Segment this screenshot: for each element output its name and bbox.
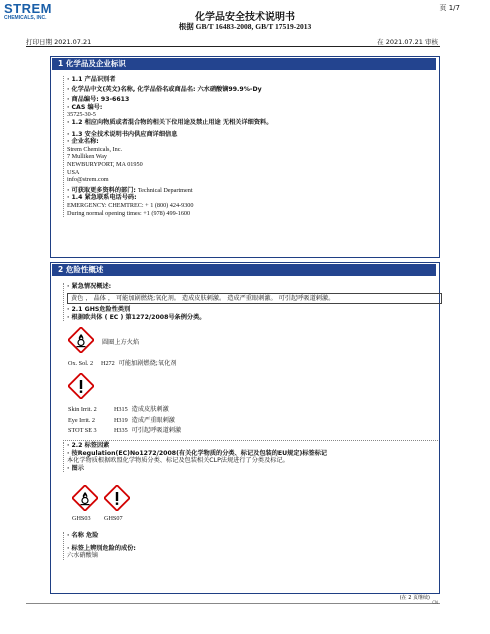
product-name-row [67, 86, 442, 94]
product-code: · 商品编号: 93-6613 [67, 96, 130, 104]
hazard-class: STOT SE 3 [68, 427, 97, 434]
hazard-code: H315 [113, 406, 128, 413]
department-label: · 可获取更多资料的部门: [67, 186, 136, 194]
product-name-label: · 化学品中文(英文)名称, 化学品俗名或商品名: [67, 85, 196, 93]
continued-note: (在 2 页继续) [399, 595, 430, 601]
section-2-top [63, 283, 442, 321]
signal-and-components [63, 532, 442, 560]
hazard-class-row [68, 416, 181, 427]
hazard-statement: 可能加剧燃烧;氧化剂 [118, 360, 177, 367]
header-divider [26, 46, 440, 47]
hazard-components-label: · 标签上辨别危险的成份: [67, 544, 136, 552]
pictogram-label: · 图示 [67, 464, 84, 472]
company-email: info@strem.com [67, 176, 109, 184]
company-line: Strem Chemicals, Inc. [67, 145, 122, 153]
logo-subtext: CHEMICALS, INC. [4, 15, 47, 21]
company-line: NEWBURYPORT, MA 01950 [67, 160, 143, 168]
relevant-uses: · 1.2 相应向物质或者混合物的相关下位用途及禁止用途 无相关详细资料。 [67, 118, 273, 126]
irritant-classes [68, 405, 181, 437]
section-1-title: 1 化学品及企业标识 [52, 58, 436, 70]
flame-over-circle-icon [68, 327, 94, 353]
company-line: USA [67, 168, 80, 176]
section-2-title: 2 危险性概述 [52, 264, 436, 276]
hazard-class-row [68, 405, 181, 416]
ghs03-oxidizer-icon [72, 485, 98, 511]
company-label: · 企业名称: [67, 138, 99, 146]
hazard-components-value: 六水硝酸镝 [67, 552, 98, 560]
label-regulation: · 按Regulation(EC)No1272/2008(有关化学物质的分类、标记及包装的EU规定)标签标记 [67, 449, 328, 457]
emergency-label: · 1.4 紧急联系电话号码: [67, 194, 137, 202]
department-value: Technical Department [137, 186, 193, 194]
flame-caption: 圆圈上方火焰 [102, 339, 140, 346]
product-name-value: 六水硝酸镝99.9%-Dy [197, 85, 262, 93]
emergency-overview-box: 黄色 ， 晶体 ， 可能加剧燃烧;氧化剂。 造成皮肤刺激。 造成严重眼刺激。 可引起呼吸道刺激。 [67, 293, 442, 305]
exclamation-mark-icon [68, 373, 94, 399]
label-elements-heading: · 2.2 标签因素 [67, 442, 110, 449]
emergency-line: EMERGENCY: CHEMTREC: + 1 (800) 424-9300 [67, 201, 194, 209]
hazard-class: Skin Irrit. 2 [68, 406, 97, 413]
hazard-statement: 造成严重眼刺激 [131, 416, 175, 424]
emergency-overview-label: · 紧急情况概述: [67, 283, 112, 290]
cas-value: 35725-30-5 [67, 111, 96, 119]
document-title: 化学品安全技术说明书 [195, 12, 295, 23]
emergency-line: During normal opening times: +1 (978) 499-1600 [67, 209, 191, 217]
signal-word: · 名称 危险 [67, 532, 99, 539]
hazard-class: Eye Irrit. 2 [68, 416, 95, 424]
product-identifier-heading: · 1.1 产品识别者 [67, 76, 116, 83]
hazard-class-row [68, 426, 181, 437]
hazard-code: H272 [100, 360, 115, 367]
eu-regulation-heading: · 根据欧共体 ( EC ) 第1272/2008号条例分类。 [67, 313, 206, 321]
hazard-statement: 可引起呼吸道刺激 [131, 427, 182, 434]
hazard-code: H335 [113, 427, 128, 434]
supplier-heading: · 1.3 安全技术说明书内供应商详细信息 [67, 130, 178, 138]
language-tag: CN [432, 600, 438, 605]
ghs07-exclamation-icon [104, 485, 130, 511]
logo-text: STREM [4, 1, 52, 16]
hazard-code: H319 [113, 416, 128, 424]
ghs-classification-heading: · 2.1 GHS危险性类别 [67, 306, 131, 314]
pictogram-code: GHS03 [72, 515, 91, 522]
print-date: 打印日期 2021.07.21 [26, 38, 92, 46]
document-standard: 根据 GB/T 16483-2008, GB/T 17519-2013 [178, 22, 312, 31]
section-1-content [63, 76, 442, 217]
label-regulation-text: 本化学物质根据欧盟化学物质分类、标记及包装相关CLP法规进行了分类及标记。 [67, 457, 289, 465]
company-line: 7 Mulliken Way [67, 153, 107, 161]
oxidizer-class-row [68, 358, 176, 367]
review-date: 在 2021.07.21 审核 [377, 38, 438, 46]
cas-label: · CAS 编号: [67, 103, 103, 111]
pictogram-code: GHS07 [104, 515, 123, 522]
page-number: 页 1/7 [439, 4, 460, 12]
footer-divider [26, 603, 440, 604]
hazard-class: Ox. Sol. 2 [68, 360, 94, 367]
label-elements [63, 442, 442, 472]
hazard-statement: 造成皮肤刺激 [131, 406, 169, 413]
section-2-separator [63, 440, 438, 441]
